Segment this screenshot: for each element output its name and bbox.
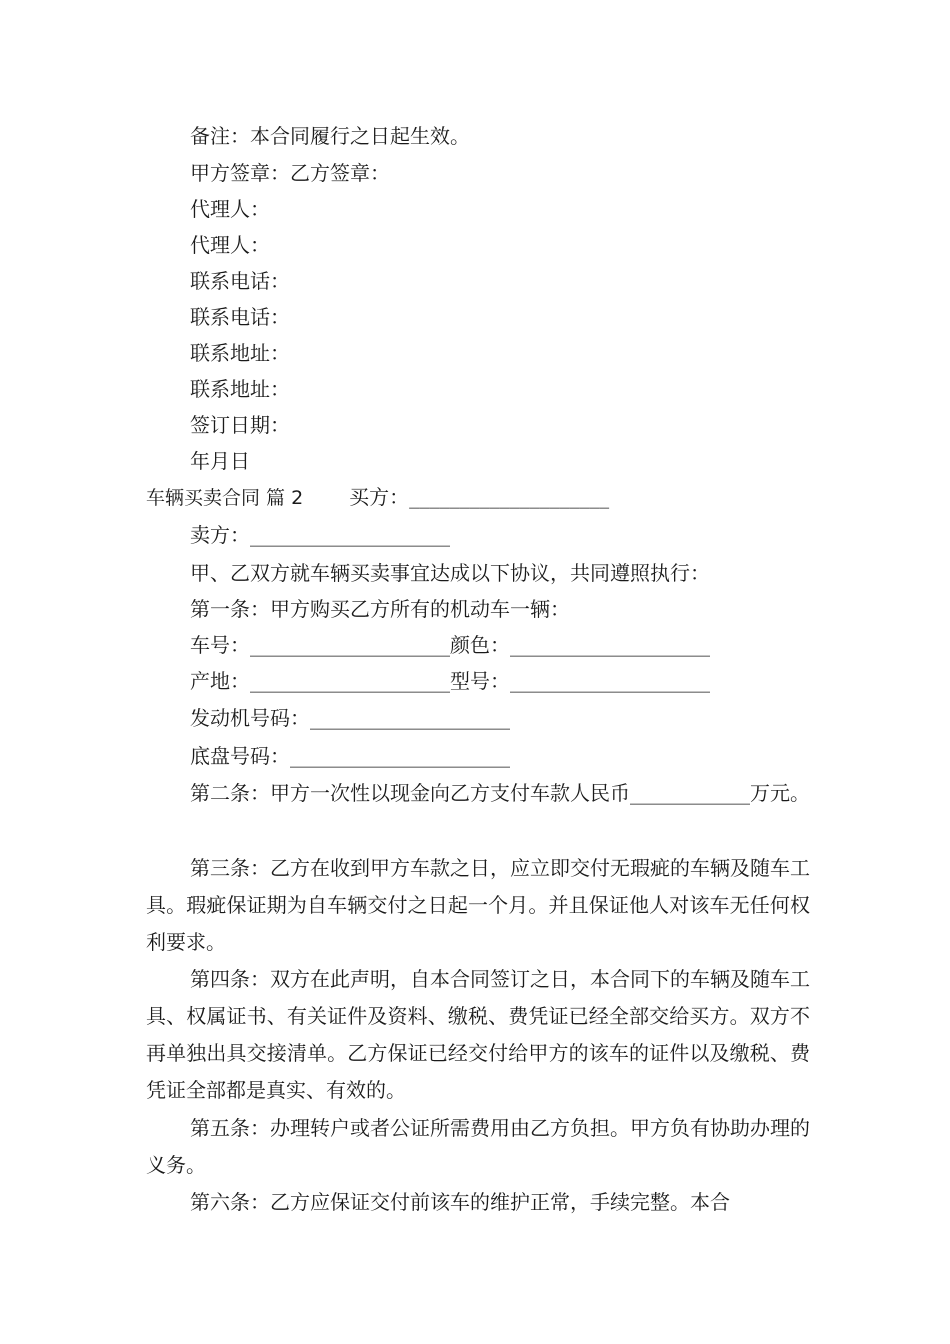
address-line: 联系地址： [190, 377, 290, 401]
buyer-field: 买方：____________________ [349, 485, 610, 509]
chassis-number-field: 底盘号码：______________________ [190, 744, 510, 768]
origin-model-field: 产地：____________________型号：____________________ [190, 669, 710, 693]
address-line: 联系地址： [190, 341, 290, 365]
clause-2: 第二条：甲方一次性以现金向乙方支付车款人民币____________万元。 [190, 781, 810, 805]
sign-date-line: 签订日期： [190, 413, 290, 437]
clause-3: 第三条：乙方在收到甲方车款之日，应立即交付无瑕疵的车辆及随车工具。瑕疵保证期为自车辆交付之日起一个月。并且保证他人对该车无任何权利要求。 [146, 856, 810, 954]
phone-line: 联系电话： [190, 269, 290, 293]
agent-line: 代理人： [190, 197, 270, 221]
remark-line: 备注：本合同履行之日起生效。 [190, 124, 470, 148]
car-number-color-field: 车号：____________________颜色：____________________ [190, 633, 710, 657]
agent-line: 代理人： [190, 233, 270, 257]
intro-line: 甲、乙双方就车辆买卖事宜达成以下协议，共同遵照执行： [190, 561, 710, 585]
date-placeholder-line: 年月日 [190, 449, 250, 473]
clause-1: 第一条：甲方购买乙方所有的机动车一辆： [190, 597, 570, 621]
clause-6: 第六条：乙方应保证交付前该车的维护正常，手续完整。本合 [190, 1190, 730, 1214]
signature-party-line: 甲方签章：乙方签章： [190, 161, 390, 185]
clause-5: 第五条：办理转户或者公证所需费用由乙方负担。甲方负有协助办理的义务。 [146, 1116, 810, 1177]
clause-4: 第四条：双方在此声明，自本合同签订之日，本合同下的车辆及随车工具、权属证书、有关证件及资料、缴税、费凭证已经全部交给买方。双方不再单独出具交接清单。乙方保证已经交付给甲方的该车的证件以及缴税、费凭证全部都是真实、有效的。 [146, 967, 810, 1102]
phone-line: 联系电话： [190, 305, 290, 329]
engine-number-field: 发动机号码：____________________ [190, 706, 510, 730]
seller-field: 卖方：____________________ [190, 523, 450, 547]
contract2-header-line [146, 479, 810, 516]
section-heading: 车辆买卖合同 篇 2 [146, 487, 304, 509]
